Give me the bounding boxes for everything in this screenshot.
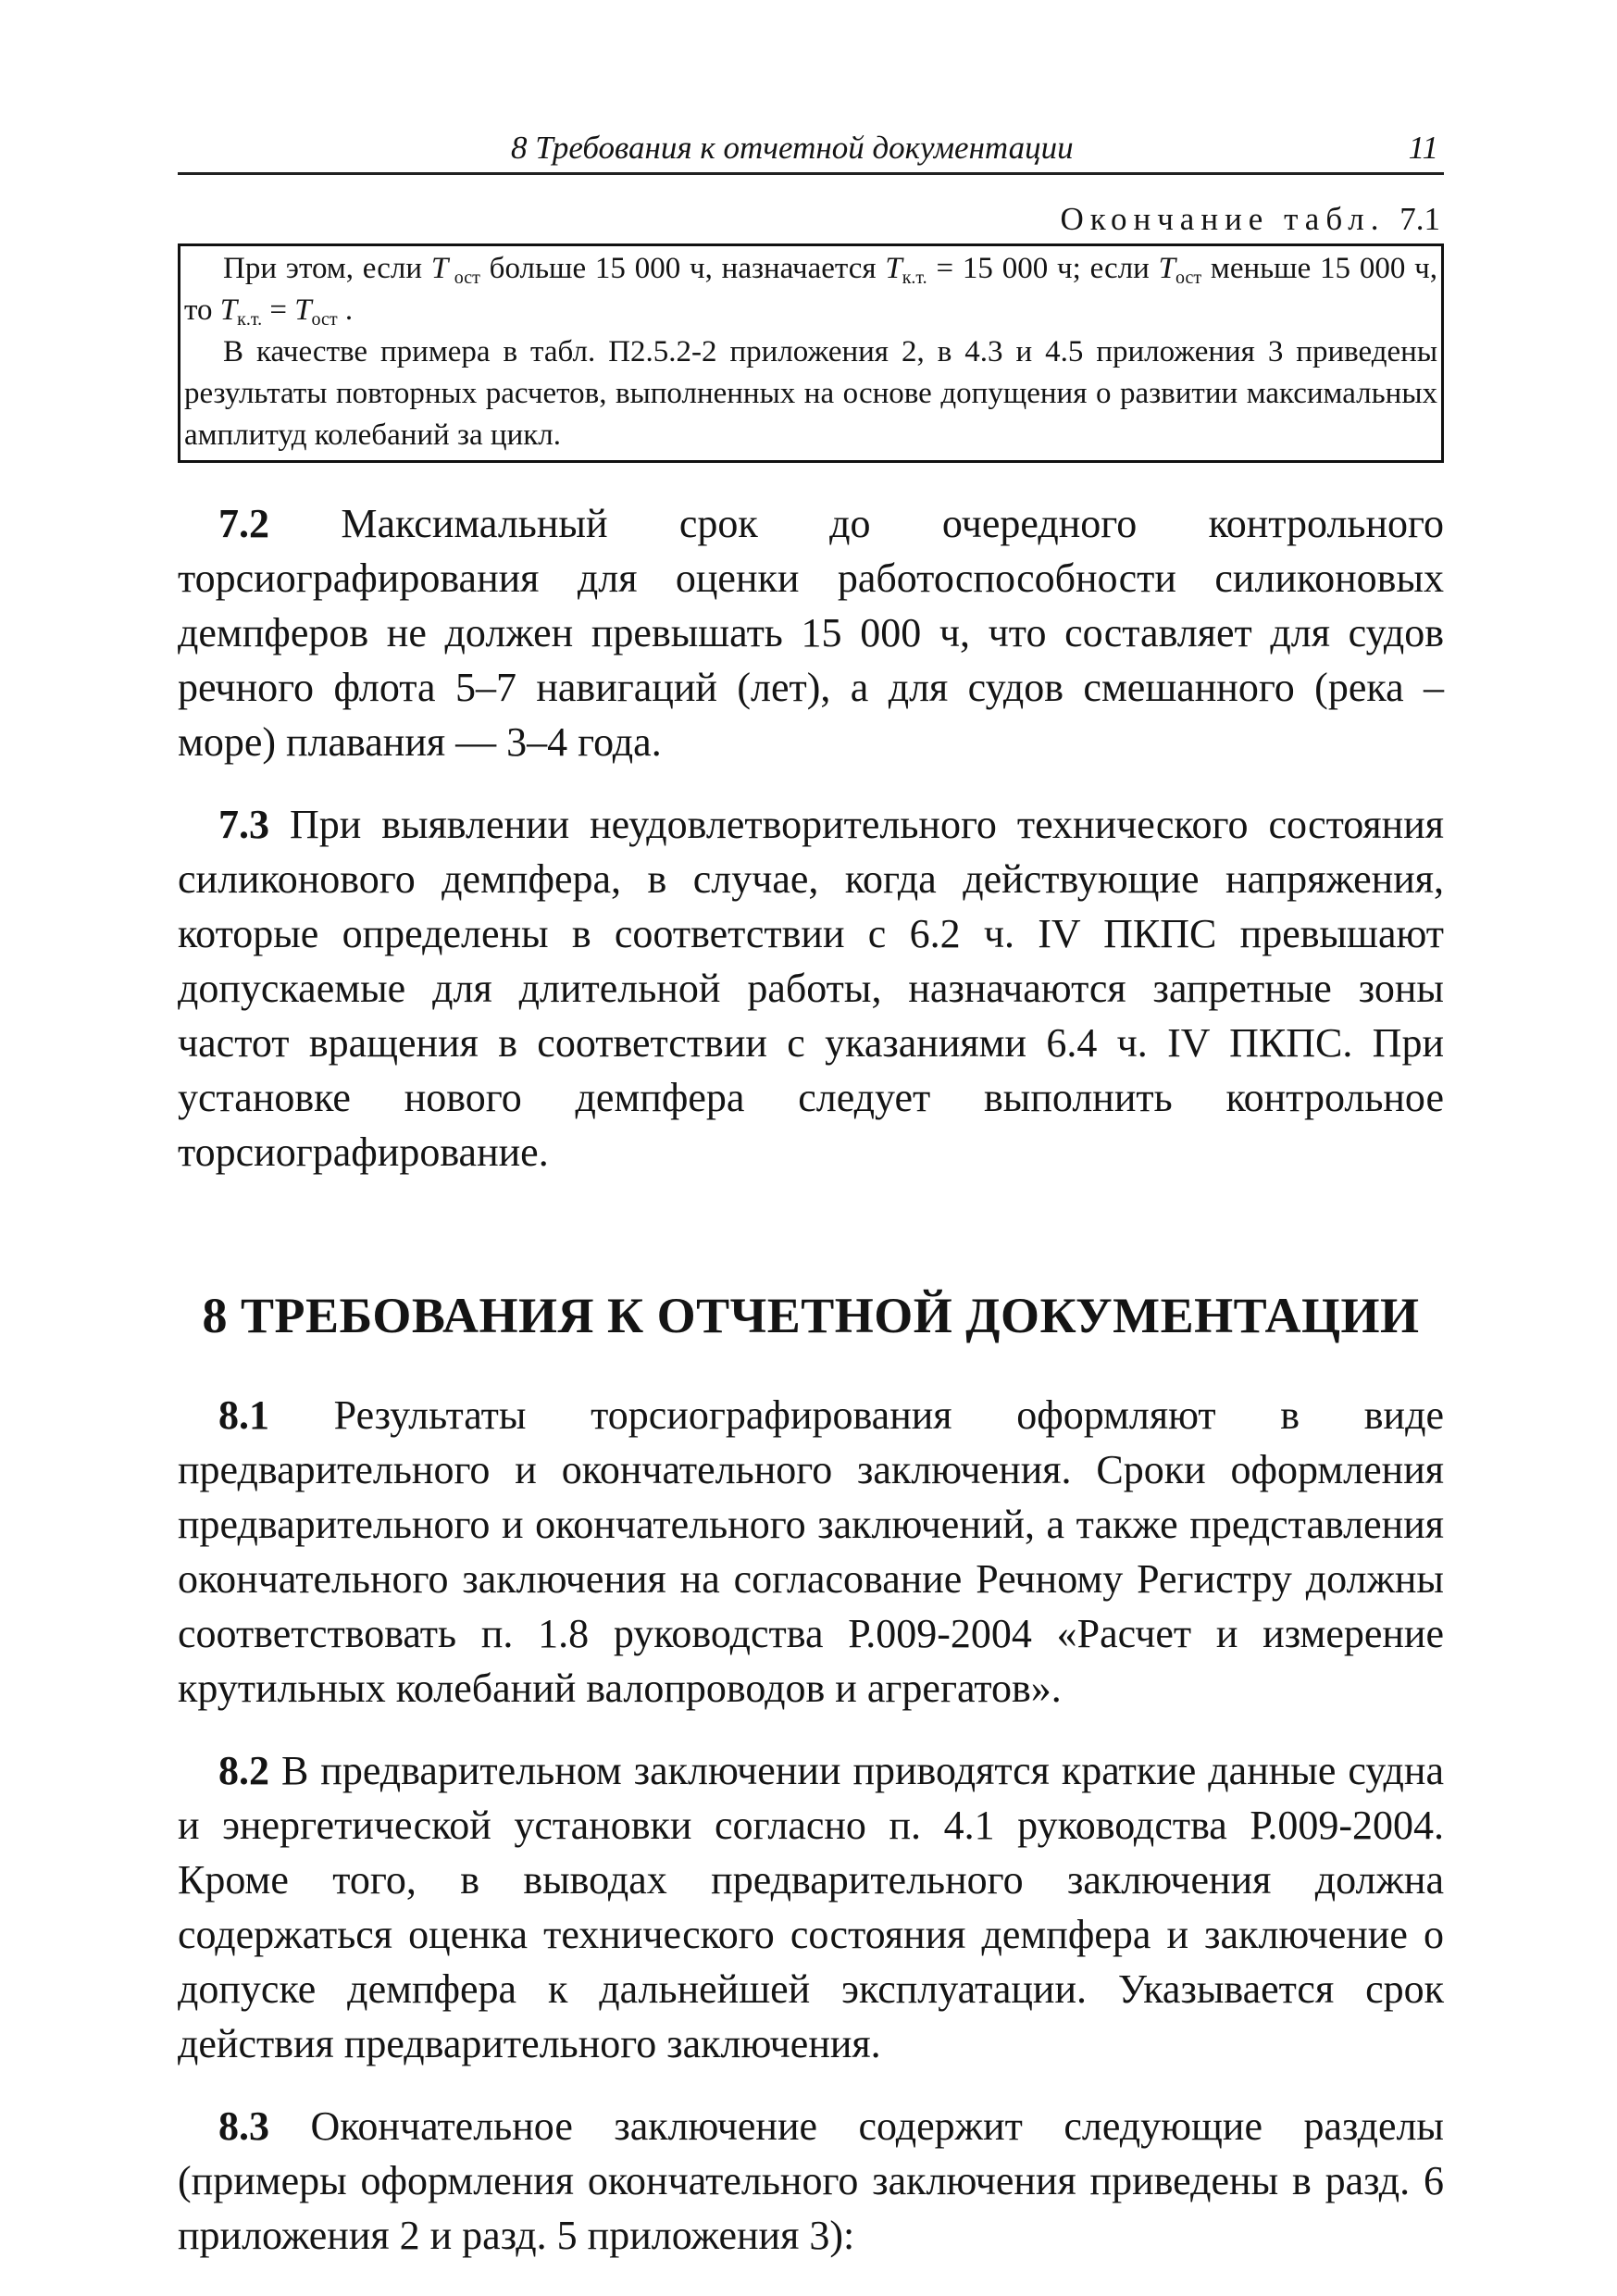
paragraph-text: Результаты торсиографирования оформляют в виде предварительного и окончательного заключения. Сроки оформления предварительного и окончательного заключений, а также представления окончательного заключения на согласование Речному Регистру должны соответствовать п. 1.8 руководства Р.009-2004 «Расчет и измерение крутильных колебаний валопроводов и агрегатов».: [178, 1392, 1444, 1711]
formula-var-T: T: [1158, 252, 1175, 285]
paragraph-text: В предварительном заключении приводятся краткие данные судна и энергетической установки согласно п. 4.1 руководства Р.009-2004. Кроме того, в выводах предварительного заключения должна содержаться оценка технического состояния демпфера и заключение о допуске демпфера к дальнейшей эксплуатации. Указывается срок действия предварительного заключения.: [178, 1748, 1444, 2066]
paragraph-number: 7.3: [218, 802, 269, 847]
table-text: =: [262, 293, 295, 327]
running-title: 8 Требования к отчетной документации: [511, 130, 1074, 166]
section-8-heading: 8 ТРЕБОВАНИЯ К ОТЧЕТНОЙ ДОКУМЕНТАЦИИ: [202, 1288, 1420, 1343]
formula-subscript: ост: [311, 309, 338, 330]
paragraph-text: Окончательное заключение содержит следующие разделы (примеры оформления окончательного заключения приведены в разд. 6 приложения 2 и разд. 5 приложения 3):: [178, 2103, 1444, 2258]
formula-var-T: T: [430, 252, 449, 285]
formula-var-T: T: [885, 252, 902, 285]
table-text: .: [337, 293, 354, 327]
paragraph-8-2: [178, 1743, 1444, 2071]
table-7-1-continuation: [178, 243, 1444, 463]
formula-subscript: к.т.: [237, 309, 263, 330]
body-text: [178, 496, 1444, 2263]
table-text: меньше 15 000 ч, то: [184, 252, 1437, 327]
table-text: больше 15 000 ч, назначается: [479, 252, 886, 285]
paragraph-8-3: [178, 2099, 1444, 2263]
table-paragraph-1: [184, 248, 1437, 331]
paragraph-8-1: [178, 1388, 1444, 1716]
table-paragraph-2: В качестве примера в табл. П2.5.2-2 приложения 2, в 4.3 и 4.5 приложения 3 приведены результаты повторных расчетов, выполненных на основе допущения о развитии максимальных амплитуд колебаний за цикл.: [184, 335, 1437, 452]
paragraph-number: 8.2: [218, 1748, 269, 1793]
page-number: 11: [1408, 130, 1438, 166]
formula-var-T: T: [294, 293, 312, 327]
paragraph-number: 7.2: [218, 501, 269, 546]
table-text: При этом, если: [223, 252, 431, 285]
paragraph-7-3: [178, 797, 1444, 1179]
document-page: [178, 130, 1444, 2263]
running-header: [178, 130, 1444, 175]
paragraph-text: При выявлении неудовлетворительного технического состояния силиконового демпфера, в случае, когда действующие напряжения, которые определены в соответствии с 6.2 ч. IV ПКПС превышают допускаемые для длительной работы, назначаются запретные зоны частот вращения в соответствии с указаниями 6.4 ч. IV ПКПС. При установке нового демпфера следует выполнить контрольное торсиографирование.: [178, 802, 1444, 1175]
paragraph-number: 8.3: [218, 2103, 269, 2149]
table-continuation-label: [178, 201, 1444, 238]
table-continuation-text: Окончание табл.: [1060, 201, 1386, 237]
formula-subscript: к.т.: [902, 268, 927, 288]
formula-subscript: ост: [448, 268, 480, 288]
table-text: = 15 000 ч; если: [927, 252, 1159, 285]
table-number: 7.1: [1399, 201, 1440, 237]
formula-subscript: ост: [1175, 268, 1202, 288]
formula-var-T: T: [219, 293, 238, 327]
section-8-body: [178, 1388, 1444, 2263]
paragraph-7-2: [178, 496, 1444, 769]
paragraph-text: Максимальный срок до очередного контрольного торсиографирования для оценки работоспособности силиконовых демпферов не должен превышать 15 000 ч, что составляет для судов речного флота 5–7 навигаций (лет), а для судов смешанного (река – море) плавания — 3–4 года.: [178, 501, 1444, 765]
paragraph-number: 8.1: [218, 1392, 269, 1438]
